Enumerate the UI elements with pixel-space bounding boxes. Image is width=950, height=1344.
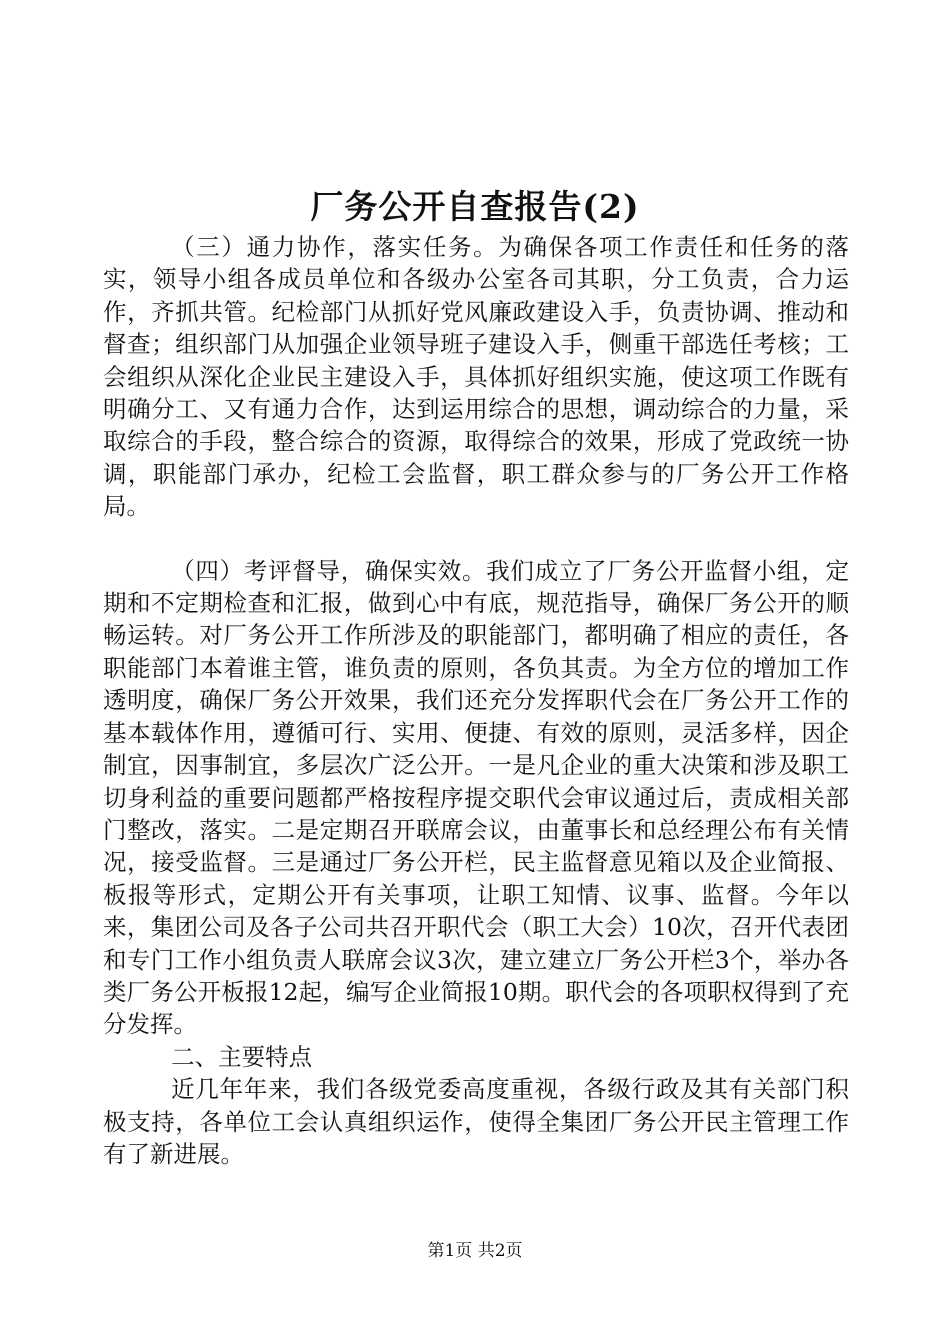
closing-paragraph: 近几年年来，我们各级党委高度重视，各级行政及其有关部门积极支持，各单位工会认真组织运作，使得全集团厂务公开民主管理工作有了新进展。 bbox=[103, 1075, 849, 1168]
page-indicator: 第1页 共2页 bbox=[427, 1241, 523, 1261]
paragraph-section-4: （四）考评督导，确保实效。我们成立了厂务公开监督小组，定期和不定期检查和汇报，做到心中有底，规范指导，确保厂务公开的顺畅运转。对厂务公开工作所涉及的职能部门，都明确了相应的责任，各职能部门本着谁主管，谁负责的原则，各负其责。为全方位的增加工作透明度，确保厂务公开效果，我们还充分发挥职代会在厂务公开工作的基本载体作用，遵循可行、实用、便捷、有效的原则，灵活多样，因企制宜，因事制宜，多层次广泛公开。一是凡企业的重大决策和涉及职工切身利益的重要问题都严格按程序提交职代会审议通过后，责成相关部门整改，落实。二是定期召开联席会议，由董事长和总经理公布有关情况，接受监督。三是通过厂务公开栏，民主监督意见箱以及企业简报、板报等形式，定期公开有关事项，让职工知情、议事、监督。今年以来，集团公司及各子公司共召开职代会（职工大会）10次，召开代表团和专门工作小组负责人联席会议3次，建立建立厂务公开栏3个，举办各类厂务公开板报12起，编写企业简报10期。职代会的各项职权得到了充分发挥。 bbox=[103, 556, 849, 1039]
document-title: 厂务公开自查报告(2) bbox=[310, 187, 640, 226]
section-heading: 二、主要特点 bbox=[171, 1042, 313, 1071]
document-body bbox=[103, 231, 849, 1170]
paragraph-section-3: （三）通力协作，落实任务。为确保各项工作责任和任务的落实，领导小组各成员单位和各级办公室各司其职，分工负责，合力运作，齐抓共管。纪检部门从抓好党风廉政建设入手，负责协调、推动和督查；组织部门从加强企业领导班子建设入手，侧重干部选任考核；工会组织从深化企业民主建设入手，具体抓好组织实施，使这项工作既有明确分工、又有通力合作，达到运用综合的思想，调动综合的力量，采取综合的手段，整合综合的资源，取得综合的效果，形成了党政统一协调，职能部门承办，纪检工会监督，职工群众参与的厂务公开工作格局。 bbox=[103, 233, 849, 521]
